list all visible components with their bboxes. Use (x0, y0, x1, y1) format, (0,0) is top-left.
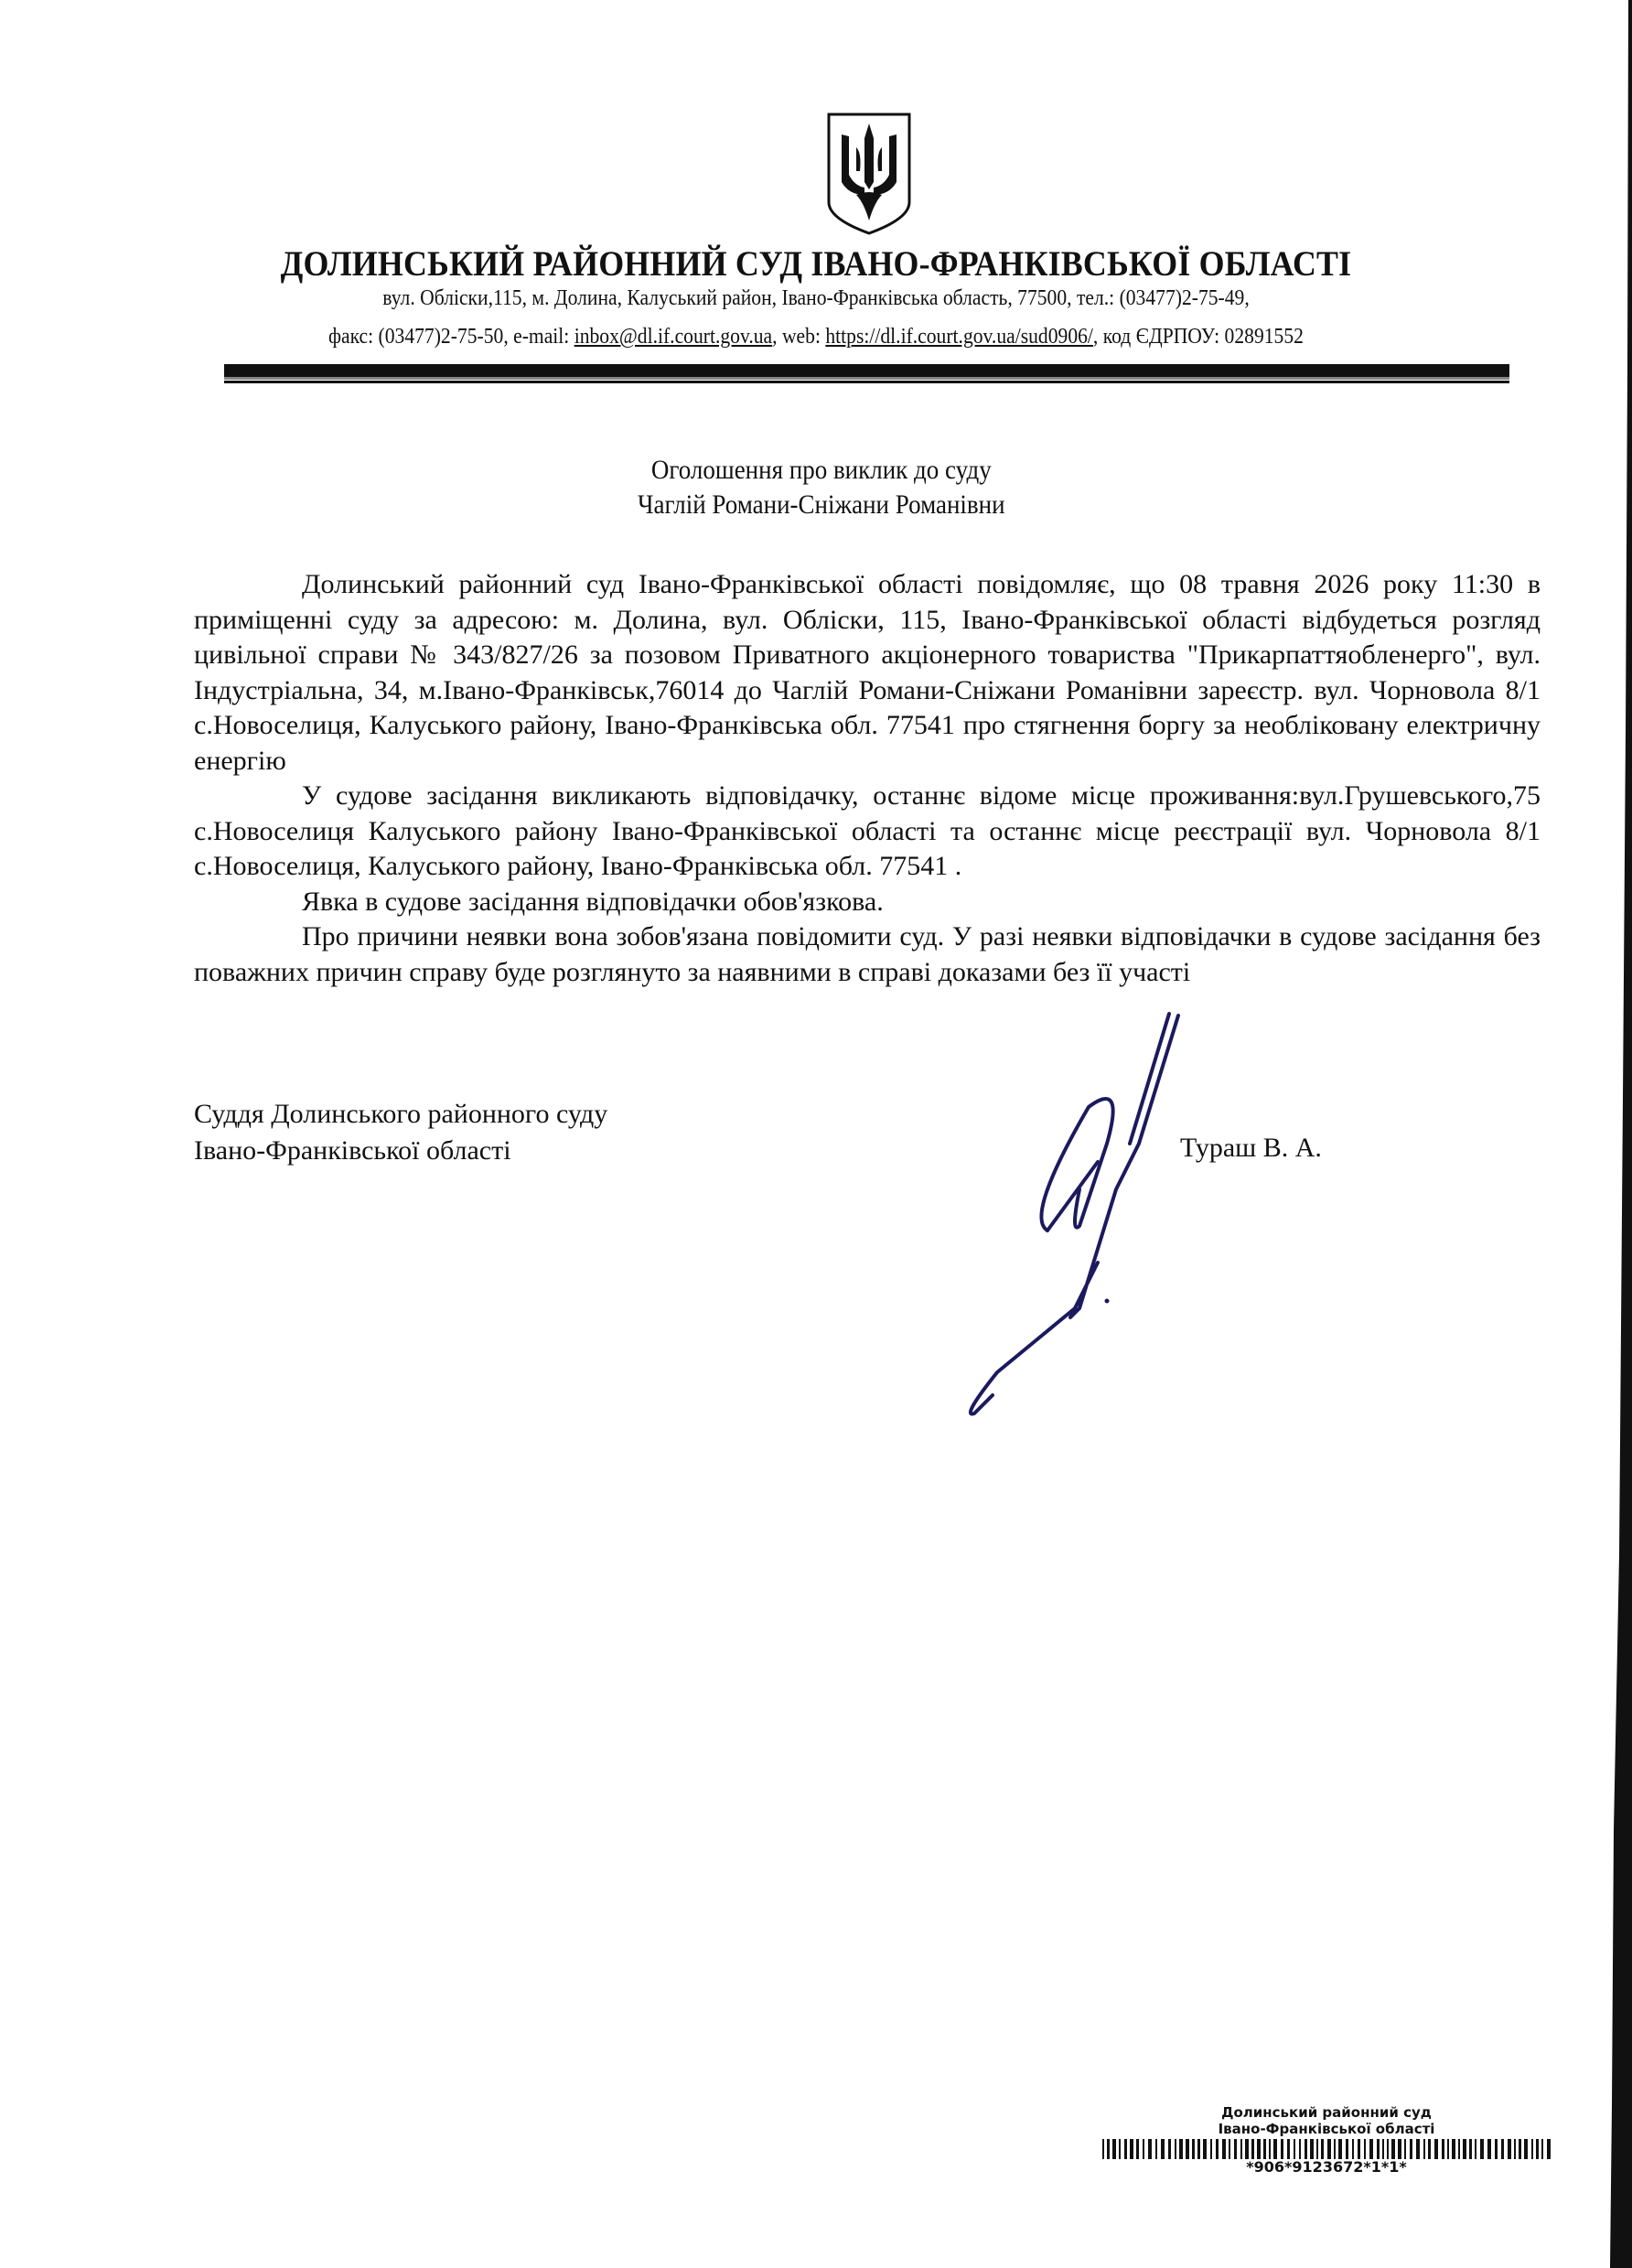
fax-label: факс: (03477)2-75-50, e-mail: (328, 325, 574, 349)
barcode-bar (1416, 2139, 1420, 2159)
court-contacts-line (81, 325, 1551, 349)
email-link[interactable]: inbox@dl.if.court.gov.ua (574, 325, 773, 349)
barcode-bar (1294, 2139, 1295, 2159)
barcode-bar (1382, 2139, 1384, 2159)
barcode-bar (1186, 2139, 1189, 2159)
barcode-bar (1495, 2139, 1498, 2159)
barcode-bar (1364, 2139, 1366, 2159)
barcode-bar (1234, 2139, 1237, 2159)
barcode-bar (1148, 2139, 1152, 2159)
barcode-bar (1452, 2139, 1455, 2159)
barcode-bar (1442, 2139, 1444, 2159)
judge-position (194, 1096, 607, 1169)
barcode-bar (1130, 2139, 1133, 2159)
barcode-bar (1524, 2139, 1528, 2159)
barcode-bar (1251, 2139, 1254, 2159)
ukraine-trident-emblem-icon (823, 111, 915, 237)
barcode-bar (1316, 2139, 1318, 2159)
barcode-bar (1287, 2139, 1290, 2159)
website-link[interactable]: https://dl.if.court.gov.ua/sud0906/ (825, 325, 1093, 349)
barcode-bar (1112, 2139, 1116, 2159)
barcode-bar (1410, 2139, 1412, 2159)
barcode-bar (1334, 2139, 1336, 2159)
judge-name: Тураш В. А. (1180, 1133, 1322, 1163)
barcode-bar (1501, 2139, 1504, 2159)
scan-page-edge (1595, 0, 1632, 2268)
barcode-bar (1305, 2139, 1307, 2159)
barcode-bar (1197, 2139, 1200, 2159)
barcode-bar (1310, 2139, 1314, 2159)
barcode-bar (1229, 2139, 1230, 2159)
barcode-bar (1387, 2139, 1389, 2159)
barcode-number: *906*9123672*1*1* (1246, 2158, 1407, 2176)
notice-paragraph-summons: У судове засідання викликають відповідачку, останнє відоме місце проживання:вул.Грушевського,75 с.Новоселиця Калуського району Івано-Франківської області та останнє місце реєстрації вул. Чорновола 8/1 с.Новоселиця, Калуського району, Івано-Франківська обл. 77541 . (194, 780, 1541, 881)
barcode-bar (1273, 2139, 1277, 2159)
barcode-bar (1245, 2139, 1249, 2159)
barcode-bar (1210, 2139, 1212, 2159)
handwritten-signature-icon (942, 1006, 1180, 1436)
barcode-bar (1216, 2139, 1219, 2159)
barcode-bar (1269, 2139, 1271, 2159)
barcode-bar (1175, 2139, 1176, 2159)
barcode-bar (1369, 2139, 1373, 2159)
judge-position-line1: Суддя Долинського районного суду (194, 1099, 608, 1129)
barcode-bar (1352, 2139, 1354, 2159)
barcode-bar (1222, 2139, 1226, 2159)
barcode-bar (1257, 2139, 1261, 2159)
barcode-bar (1487, 2139, 1491, 2159)
barcode-bar (1404, 2139, 1406, 2159)
barcode-bar (1143, 2139, 1144, 2159)
notice-subject-name: Чаглій Романи-Сніжани Романівни (638, 489, 1005, 520)
barcode-bar (1346, 2139, 1348, 2159)
barcode-bar (1377, 2139, 1380, 2159)
barcode-bar (1179, 2139, 1183, 2159)
barcode-bar (1463, 2139, 1466, 2159)
notice-paragraph-absence: Про причини неявки вона зобов'язана повідомити суд. У разі неявки відповідачки в судове засідання без поважних причин справу буде розглянуто за наявними в справі доказами без її участі (194, 921, 1541, 987)
barcode-bar (1107, 2139, 1110, 2159)
barcode-bar (1102, 2139, 1104, 2159)
barcode-bar (1391, 2139, 1395, 2159)
barcode-bar (1536, 2139, 1539, 2159)
barcode-bar (1321, 2139, 1324, 2159)
barcode-bar (1203, 2139, 1207, 2159)
edrpou-code: , код ЄДРПОУ: 02891552 (1092, 325, 1304, 349)
notice-paragraph-hearing: Долинський районний суд Івано-Франківської області повідомляє, що 08 травня 2026 року 11:30 в приміщенні суду за адресою: м. Долина, вул. Обліски, 115, Івано-Франківської області відбудеться розгляд цивільної справи № 343/827/26 за позовом Приватного акціонерного товариства "Прикарпаттяобленерго", вул. Індустріальна, 34, м.Івано-Франківськ,76014 до Чаглій Романи-Сніжани Романівни зареєстр. вул. Чорновола 8/1 с.Новоселиця, Калуського району, Івано-Франківська обл. 77541 про стягнення боргу за необліковану електричну енергію (194, 569, 1541, 776)
barcode-bar (1480, 2139, 1484, 2159)
registry-stamp (1102, 2104, 1551, 2176)
barcode-bar (1161, 2139, 1165, 2159)
barcode-bar (1398, 2139, 1401, 2159)
web-label: , web: (772, 325, 826, 349)
notice-title: Оголошення про виклик до суду (650, 455, 992, 485)
barcode-bar (1299, 2139, 1301, 2159)
barcode-bar (1508, 2139, 1511, 2159)
barcode-bar (1124, 2139, 1127, 2159)
barcode-bar (1434, 2139, 1438, 2159)
barcode-bar (1475, 2139, 1476, 2159)
barcode-bar (1155, 2139, 1157, 2159)
barcode-icon (1102, 2139, 1551, 2159)
barcode-bar (1168, 2139, 1171, 2159)
barcode-bar (1469, 2139, 1472, 2159)
judge-position-line2: Івано-Франківської області (194, 1135, 511, 1166)
barcode-bar (1192, 2139, 1195, 2159)
court-name-heading: ДОЛИНСЬКИЙ РАЙОННИЙ СУД ІВАНО-ФРАНКІВСЬКОЇ ОБЛАСТІ (280, 244, 1352, 284)
barcode-bar (1327, 2139, 1331, 2159)
barcode-bar (1281, 2139, 1283, 2159)
court-address-line: вул. Обліски,115, м. Долина, Калуський район, Івано-Франківська область, 77500, тел.: (03477)2-75-49, (382, 286, 1250, 310)
barcode-bar (1428, 2139, 1431, 2159)
barcode-bar (1119, 2139, 1121, 2159)
barcode-bar (1514, 2139, 1516, 2159)
barcode-bar (1423, 2139, 1425, 2159)
barcode-bar (1136, 2139, 1139, 2159)
barcode-bar (1519, 2139, 1521, 2159)
notice-paragraph-attendance: Явка в судове засідання відповідачки обов'язкова. (302, 886, 884, 917)
barcode-bar (1240, 2139, 1242, 2159)
barcode-bar (1531, 2139, 1533, 2159)
letterhead-divider (224, 364, 1509, 380)
barcode-bar (1447, 2139, 1449, 2159)
stamp-region: Івано-Франківської області (1218, 2121, 1435, 2137)
stamp-court-name: Долинський районний суд (1221, 2104, 1432, 2121)
barcode-bar (1358, 2139, 1360, 2159)
barcode-bar (1547, 2139, 1551, 2159)
notice-body (194, 567, 1541, 990)
barcode-bar (1458, 2139, 1460, 2159)
barcode-bar (1541, 2139, 1543, 2159)
barcode-bar (1338, 2139, 1342, 2159)
barcode-bar (1263, 2139, 1266, 2159)
